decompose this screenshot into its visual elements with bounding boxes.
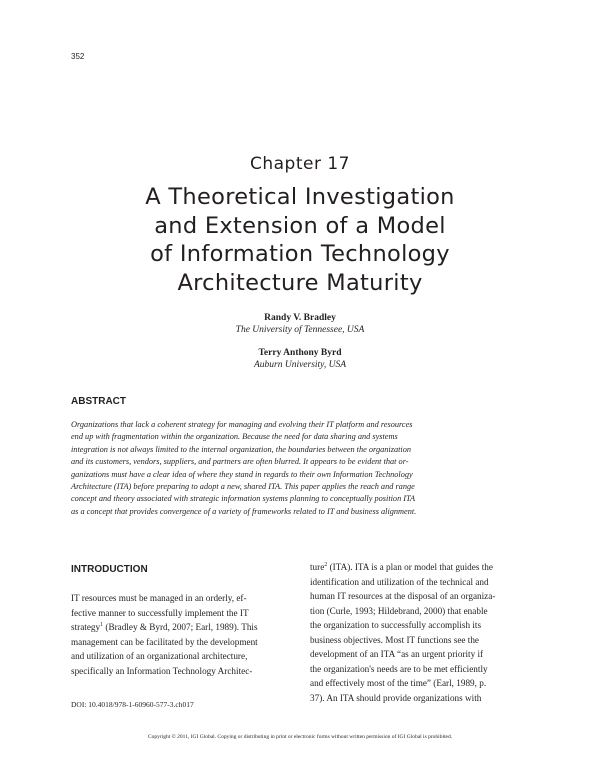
chapter-title [60,183,540,297]
body-text: (Bradley & Byrd, 2007; Earl, 1989). This [103,622,258,632]
abstract-line: ganizations must have a clear idea of where they stand in regards to their own Information Technology [71,469,413,479]
title-line: A Theoretical Investigation [145,184,455,210]
body-line: fective manner to successfully implement the IT [71,607,249,618]
abstract-line: and its customers, vendors, suppliers, and partners are often blurred. It appears to be evident that or- [71,457,409,467]
body-line: human IT resources at the disposal of an organiza- [310,591,496,601]
author-affiliation: Auburn University, USA [253,360,347,370]
body-line: development of an ITA “as an urgent priority if [310,649,484,659]
title-line: and Extension of a Model [154,212,446,239]
body-line: 37). An ITA should provide organizations with [310,692,482,703]
abstract-heading: ABSTRACT [71,396,126,407]
abstract-line: Architecture (ITA) before preparing to adopt a new, shared ITA. This paper applies the reach and range [71,482,415,492]
body-text: ture [310,562,325,572]
introduction-heading: INTRODUCTION [71,564,148,575]
body-text: strategy [71,622,101,632]
body-text: (ITA). ITA is a plan or model that guides the [327,562,493,572]
copyright-notice: Copyright © 2011, IGI Global. Copying or distributing in print or electronic forms without written permission of IGI Global is prohibited. [147,734,453,740]
body-line [71,620,294,635]
doi: DOI: 10.4018/978-1-60960-577-3.ch017 [71,700,194,709]
body-line: business objectives. Most IT functions see the [310,634,480,645]
footnote-marker: 1 [100,621,104,628]
author-affiliation: The University of Tennessee, USA [235,325,365,335]
chapter-label: Chapter 17 [249,154,350,174]
abstract-line: Organizations that lack a coherent strategy for managing and evolving their IT platform and resources [71,420,413,429]
body-line: management can be facilitated by the development [71,636,258,647]
body-column-left [71,591,294,678]
abstract-line: end up with fragmentation within the organization. Because the need for data sharing and systems [71,432,398,442]
author-name: Randy V. Bradley [264,313,336,323]
body-line: IT resources must be managed in an orderly, ef- [71,593,247,603]
body-line: identification and utilization of the technical and [310,576,489,587]
author-name: Terry Anthony Byrd [258,348,342,358]
body-line: tion (Curle, 1993; Hildebrand, 2000) that enable [310,605,488,616]
abstract-line: integration is not always limited to the internal organization, the boundaries between the organization [71,444,412,454]
body-line [310,560,533,575]
body-line: the organization to successfully accomplish its [310,620,482,630]
body-line: and effectively most of the time” (Earl, 1989, p. [310,678,487,688]
body-line: and utilization of an organizational architecture, [71,651,248,661]
page-number: 352 [71,52,85,61]
title-line: Architecture Maturity [177,269,423,296]
body-line: the organization's needs are to be met efficiently [310,663,488,674]
body-column-right [310,560,533,705]
title-line: of Information Technology [150,241,450,267]
body-line: specifically an Information Technology Architec- [71,665,253,676]
footnote-marker: 2 [324,561,328,568]
abstract-line: as a concept that provides convergence of a variety of frameworks related to IT and business alignment. [71,506,417,516]
abstract-line: concept and theory associated with strategic information systems planning to conceptually position ITA [71,494,416,504]
abstract-text [71,419,531,518]
